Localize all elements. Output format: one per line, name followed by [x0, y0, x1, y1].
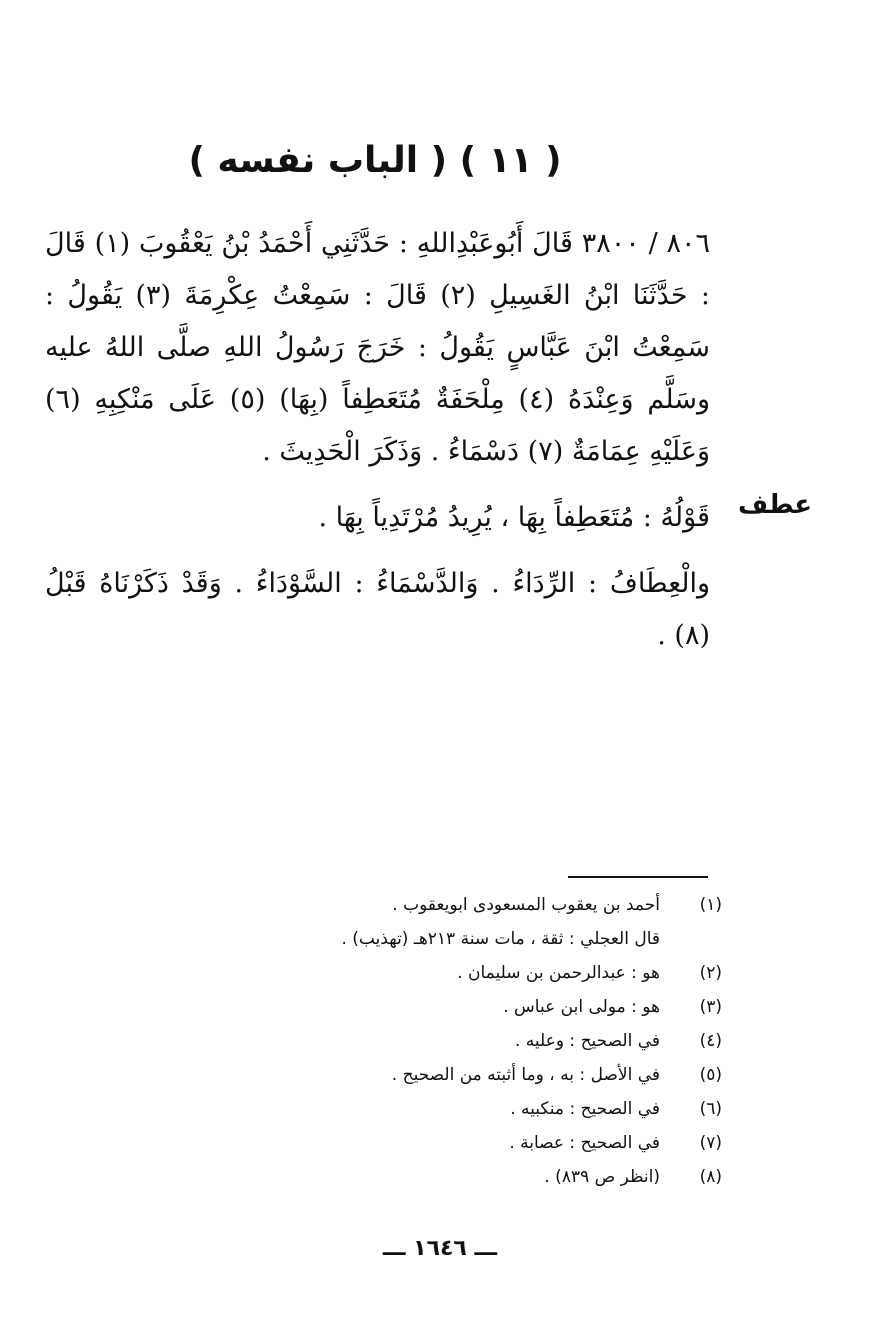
- footnote-text: في الصحيح : عصابة .: [509, 1133, 660, 1153]
- footnote-continuation: قال العجلي : ثقة ، مات سنة ٢١٣هـ (تهذيب) .: [341, 929, 660, 949]
- footnote-number: (١): [699, 895, 722, 915]
- margin-keyword: عطف: [738, 490, 813, 520]
- page-number: ـــ ١٦٤٦ ـــ: [382, 1236, 498, 1261]
- hadith-paragraph: ٨٠٦ / ٣٨٠٠ قَالَ أَبُوعَبْدِاللهِ : حَدَّثَنِي أَحْمَدُ بْنُ يَعْقُوبَ (١) قَالَ : حَدَّثَنَا ابْنُ الغَسِيلِ (٢) قَالَ : سَمِعْتُ عِكْرِمَةَ (٣) يَقُولُ : سَمِعْتُ ابْنَ عَبَّاسٍ يَقُولُ : خَرَجَ رَسُولُ اللهِ صلَّى اللهُ عليه وسَلَّم وَعِنْدَهُ (٤) مِلْحَفَةٌ مُتَعَطِفاً (بِهَا) (٥) عَلَى مَنْكِبِهِ (٦) وَعَلَيْهِ عِمَامَةٌ (٧) دَسْمَاءُ . وَذَكَرَ الْحَدِيثَ .: [45, 228, 710, 467]
- footnote-item: [162, 1024, 722, 1058]
- footnote-item: [162, 1126, 722, 1160]
- chapter-title: ( ١١ ) ( الباب نفسه ): [188, 140, 562, 181]
- body-text: [45, 218, 710, 662]
- footnote-text: (انظر ص ٨٣٩) .: [544, 1167, 660, 1187]
- footnote-item: [162, 956, 722, 990]
- footnote-item: [162, 1058, 722, 1092]
- footnote-text: في الصحيح : وعليه .: [515, 1031, 660, 1051]
- footnote-number: (٥): [699, 1065, 722, 1085]
- footnote-text: هو : عبدالرحمن بن سليمان .: [457, 963, 660, 983]
- commentary-paragraph: والْعِطَافُ : الرِّدَاءُ . وَالدَّسْمَاءُ : السَّوْدَاءُ . وَقَدْ ذَكَرْنَاهُ قَبْلُ (٨) .: [45, 568, 710, 651]
- footnote-item: [162, 1092, 722, 1126]
- footnote-text: في الصحيح : منكبيه .: [510, 1099, 660, 1119]
- footnote-text: في الأصل : به ، وما أثبته من الصحيح .: [391, 1065, 660, 1085]
- footnote-text: هو : مولى ابن عباس .: [503, 997, 660, 1017]
- footnote-number: (٢): [699, 963, 722, 983]
- footnote-number: (٨): [699, 1167, 722, 1187]
- footnote-number: (٦): [699, 1099, 722, 1119]
- footnote-number: (٧): [699, 1133, 722, 1153]
- footnote-number: (٣): [699, 997, 722, 1017]
- footnotes: [162, 888, 722, 1194]
- footnote-text: أحمد بن يعقوب المسعودى ابويعقوب .: [392, 895, 660, 915]
- commentary-paragraph: قَوْلُهُ : مُتَعَطِفاً بِهَا ، يُرِيدُ مُرْتَدِياً بِهَا .: [318, 502, 710, 533]
- footnote-item: [162, 1160, 722, 1194]
- footnote-number: (٤): [699, 1031, 722, 1051]
- footnote-item: [162, 990, 722, 1024]
- footnote-divider: [568, 876, 708, 878]
- footnote-item: [162, 888, 722, 922]
